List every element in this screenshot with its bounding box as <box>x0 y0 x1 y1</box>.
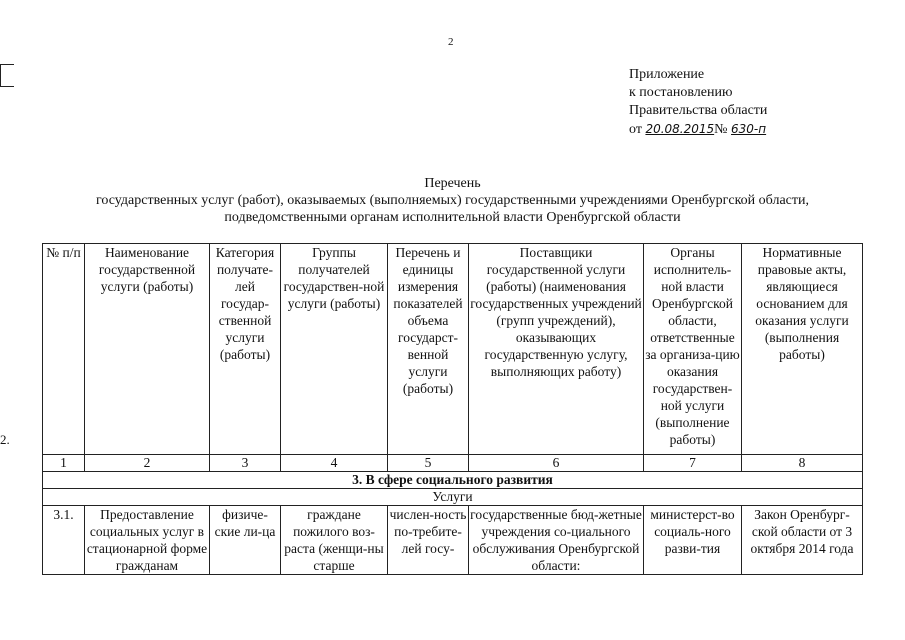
header-cell-number: № п/п <box>43 244 85 455</box>
row-providers-cell: государственные бюд-жетные учреждения со-циального обслуживания Оренбургской области: <box>470 507 642 573</box>
row-service-name-cell: Предоставление социальных услуг в стационарной форме гражданам <box>85 506 210 575</box>
row-number-cell: 3.1. <box>43 506 85 575</box>
column-number: 1 <box>43 455 85 472</box>
services-table <box>42 243 863 575</box>
column-numbers-row <box>43 455 863 472</box>
appendix-block <box>629 66 767 139</box>
handwritten-date: 20.08.2015 <box>645 122 715 136</box>
handwritten-number: 630-п <box>731 122 767 136</box>
title-line-1: Перечень <box>424 176 481 191</box>
left-edge-mark-top <box>0 64 14 65</box>
number-prefix: № <box>714 122 728 137</box>
row-groups-cell: граждане пожилого воз-раста (женщи-ны старше <box>281 506 388 575</box>
column-number: 7 <box>644 455 742 472</box>
column-number: 4 <box>281 455 388 472</box>
header-row <box>43 244 863 455</box>
date-prefix: от <box>629 122 642 137</box>
page-number: 2 <box>448 36 454 48</box>
header-cell-legal-acts: Нормативные правовые акты, являющиеся основанием для оказания услуги (выполнения работы) <box>742 244 863 455</box>
section-heading: 3. В сфере социального развития <box>43 472 863 489</box>
column-number: 6 <box>469 455 644 472</box>
header-cell-groups: Группы получателей государствен-ной услуги (работы) <box>281 244 388 455</box>
section-row <box>43 472 863 489</box>
table-row <box>43 506 863 575</box>
column-number: 8 <box>742 455 863 472</box>
subsection-row <box>43 489 863 506</box>
left-edge-mark-bottom <box>0 86 14 87</box>
appendix-line-2: к постановлению <box>629 85 733 100</box>
column-number: 3 <box>210 455 281 472</box>
header-cell-providers: Поставщики государственной услуги (работы) (наименования государственных учреждений (групп учреждений), оказывающих государственную услугу, выполняющих работу) <box>469 244 644 455</box>
row-category-cell: физиче-ские ли-ца <box>210 506 281 575</box>
title-line-3: подведомственными органам исполнительной власти Оренбургской области <box>224 210 681 225</box>
appendix-line-3: Правительства области <box>629 103 768 118</box>
row-legal-acts-cell: Закон Оренбург-ской области от 3 октября 2014 года <box>742 506 863 575</box>
header-cell-category: Категория получате-лей государ-ственной услуги (работы) <box>210 244 281 455</box>
header-cell-authorities: Органы исполнитель-ной власти Оренбургской области, ответственные за организа-цию оказания государствен-ной услуги (выполнение работы) <box>644 244 742 455</box>
left-edge-vertical-line <box>0 64 1 87</box>
left-edge-text: 2. <box>0 432 10 447</box>
document-title <box>0 175 905 226</box>
column-number: 2 <box>85 455 210 472</box>
row-indicators-cell: числен-ность по-требите-лей госу- <box>388 506 469 575</box>
header-cell-indicators: Перечень и единицы измерения показателей объема государст-венной услуги (работы) <box>388 244 469 455</box>
header-cell-service-name: Наименование государственной услуги (работы) <box>85 244 210 455</box>
appendix-date-line <box>629 120 767 139</box>
row-authorities-cell: министерст-во социаль-ного разви-тия <box>644 506 742 575</box>
title-line-2: государственных услуг (работ), оказываемых (выполняемых) государственными учреждениями Оренбургской области, <box>96 193 809 208</box>
subsection-heading: Услуги <box>43 489 863 506</box>
appendix-line-1: Приложение <box>629 67 705 82</box>
column-number: 5 <box>388 455 469 472</box>
